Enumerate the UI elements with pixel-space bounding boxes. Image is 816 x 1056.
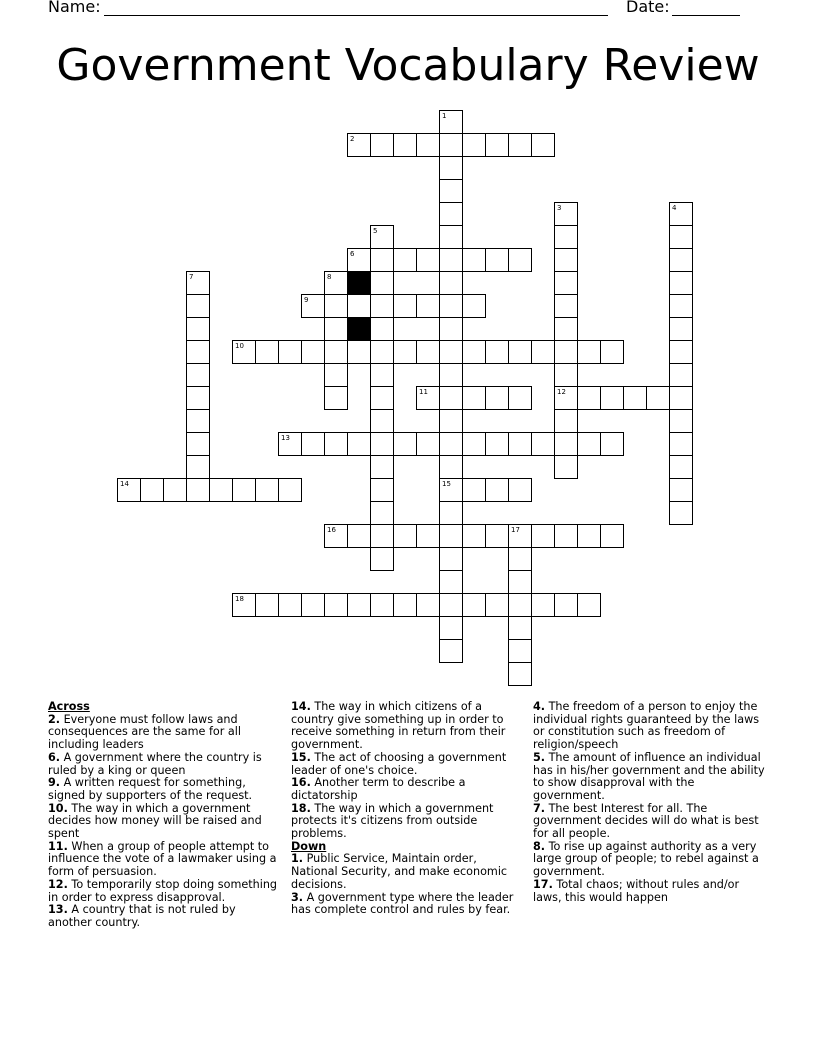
grid-cell[interactable] bbox=[347, 133, 371, 157]
clue-number: 15 bbox=[442, 480, 451, 488]
clue-item bbox=[48, 803, 282, 841]
down-heading: Down bbox=[291, 839, 327, 853]
grid-cell[interactable] bbox=[554, 386, 578, 410]
grid-cell[interactable] bbox=[554, 317, 578, 341]
grid-cell[interactable] bbox=[485, 386, 509, 410]
clues-column-1 bbox=[48, 701, 282, 930]
grid-cell[interactable] bbox=[462, 478, 486, 502]
grid-cell[interactable] bbox=[600, 386, 624, 410]
grid-cell[interactable] bbox=[232, 340, 256, 364]
grid-cell[interactable] bbox=[209, 478, 233, 502]
clue-number: 5 bbox=[373, 227, 378, 235]
grid-cell[interactable] bbox=[255, 593, 279, 617]
clue-item bbox=[48, 879, 282, 904]
grid-cell[interactable] bbox=[462, 432, 486, 456]
grid-cell[interactable] bbox=[439, 156, 463, 180]
grid-cell[interactable] bbox=[508, 524, 532, 548]
clue-text: The way in which a government decides how money will be raised and spent bbox=[48, 801, 262, 841]
clue-num: 11. bbox=[48, 839, 68, 853]
clue-item bbox=[48, 714, 282, 752]
clue-num: 2. bbox=[48, 712, 61, 726]
grid-cell[interactable] bbox=[393, 133, 417, 157]
grid-cell[interactable] bbox=[370, 547, 394, 571]
clue-num: 10. bbox=[48, 801, 68, 815]
grid-cell[interactable] bbox=[324, 432, 348, 456]
clue-number: 12 bbox=[557, 388, 566, 396]
grid-cell[interactable] bbox=[531, 593, 555, 617]
grid-cell[interactable] bbox=[600, 432, 624, 456]
grid-cell[interactable] bbox=[508, 616, 532, 640]
clue-number: 16 bbox=[327, 526, 336, 534]
clue-text: Everyone must follow laws and consequences are the same for all including leaders bbox=[48, 712, 241, 752]
grid-cell[interactable] bbox=[577, 432, 601, 456]
grid-cell[interactable] bbox=[577, 386, 601, 410]
grid-cell[interactable] bbox=[669, 340, 693, 364]
grid-cell[interactable] bbox=[439, 547, 463, 571]
grid-cell[interactable] bbox=[485, 248, 509, 272]
name-label: Name: bbox=[48, 0, 101, 16]
grid-cell[interactable] bbox=[393, 340, 417, 364]
date-label: Date: bbox=[626, 0, 670, 16]
grid-cell[interactable] bbox=[186, 478, 210, 502]
clue-item bbox=[533, 841, 767, 879]
grid-cell[interactable] bbox=[531, 524, 555, 548]
clue-text: When a group of people attempt to influence the vote of a lawmaker using a form of persuasion. bbox=[48, 839, 277, 879]
grid-cell[interactable] bbox=[485, 432, 509, 456]
clue-num: 18. bbox=[291, 801, 311, 815]
clue-text: A government where the country is ruled by a king or queen bbox=[48, 750, 262, 777]
clue-num: 15. bbox=[291, 750, 311, 764]
clue-item bbox=[48, 752, 282, 777]
clue-item bbox=[291, 777, 525, 802]
clue-text: A government type where the leader has complete control and rules by fear. bbox=[291, 890, 514, 917]
grid-cell[interactable] bbox=[370, 409, 394, 433]
grid-cell[interactable] bbox=[416, 593, 440, 617]
grid-cell[interactable] bbox=[370, 271, 394, 295]
grid-cell[interactable] bbox=[554, 225, 578, 249]
grid-cell[interactable] bbox=[324, 593, 348, 617]
grid-cell[interactable] bbox=[186, 432, 210, 456]
grid-cell[interactable] bbox=[554, 363, 578, 387]
grid-cell[interactable] bbox=[462, 524, 486, 548]
clue-number: 10 bbox=[235, 342, 244, 350]
grid-cell[interactable] bbox=[416, 133, 440, 157]
grid-cell[interactable] bbox=[347, 340, 371, 364]
grid-cell[interactable] bbox=[186, 386, 210, 410]
grid-cell[interactable] bbox=[393, 432, 417, 456]
grid-cell[interactable] bbox=[301, 593, 325, 617]
grid-cell[interactable] bbox=[370, 225, 394, 249]
grid-cell[interactable] bbox=[669, 455, 693, 479]
grid-cell[interactable] bbox=[324, 294, 348, 318]
clue-item bbox=[291, 892, 525, 917]
grid-cell[interactable] bbox=[232, 478, 256, 502]
grid-cell[interactable] bbox=[278, 593, 302, 617]
grid-cell[interactable] bbox=[669, 202, 693, 226]
grid-cell[interactable] bbox=[623, 386, 647, 410]
clue-number: 18 bbox=[235, 595, 244, 603]
grid-cell[interactable] bbox=[669, 432, 693, 456]
grid-cell[interactable] bbox=[439, 501, 463, 525]
grid-cell[interactable] bbox=[439, 340, 463, 364]
grid-cell[interactable] bbox=[186, 363, 210, 387]
grid-cell[interactable] bbox=[255, 478, 279, 502]
grid-cell[interactable] bbox=[508, 386, 532, 410]
clue-number: 11 bbox=[419, 388, 428, 396]
clue-item bbox=[291, 701, 525, 752]
grid-cell[interactable] bbox=[140, 478, 164, 502]
clue-number: 1 bbox=[442, 112, 447, 120]
grid-cell[interactable] bbox=[669, 409, 693, 433]
grid-cell[interactable] bbox=[439, 524, 463, 548]
grid-cell[interactable] bbox=[646, 386, 670, 410]
grid-cell[interactable] bbox=[370, 340, 394, 364]
clue-num: 16. bbox=[291, 776, 311, 790]
grid-cell[interactable] bbox=[462, 340, 486, 364]
clue-num: 1. bbox=[291, 852, 304, 866]
grid-cell[interactable] bbox=[370, 363, 394, 387]
clue-text: A written request for something, signed by supporters of the request. bbox=[48, 776, 253, 802]
clue-num: 9. bbox=[48, 776, 61, 790]
grid-cell[interactable] bbox=[508, 570, 532, 594]
grid-cell[interactable] bbox=[554, 455, 578, 479]
grid-cell[interactable] bbox=[485, 133, 509, 157]
grid-cell[interactable] bbox=[485, 340, 509, 364]
grid-cell[interactable] bbox=[370, 386, 394, 410]
grid-cell[interactable] bbox=[324, 524, 348, 548]
grid-cell[interactable] bbox=[531, 432, 555, 456]
grid-cell[interactable] bbox=[117, 478, 141, 502]
grid-cell[interactable] bbox=[324, 386, 348, 410]
grid-cell[interactable] bbox=[508, 593, 532, 617]
clue-text: The way in which citizens of a country give something up in order to receive something in return from their government. bbox=[291, 700, 506, 752]
grid-cell[interactable] bbox=[508, 478, 532, 502]
grid-cell[interactable] bbox=[393, 524, 417, 548]
grid-cell[interactable] bbox=[669, 271, 693, 295]
clue-item bbox=[533, 803, 767, 841]
clue-text: Total chaos; without rules and/or laws, this would happen bbox=[533, 877, 740, 904]
clue-item bbox=[48, 841, 282, 879]
clue-number: 17 bbox=[511, 526, 520, 534]
grid-cell[interactable] bbox=[324, 271, 348, 295]
clue-number: 9 bbox=[304, 296, 309, 304]
grid-cell[interactable] bbox=[554, 409, 578, 433]
grid-cell[interactable] bbox=[508, 662, 532, 686]
grid-cell[interactable] bbox=[347, 294, 371, 318]
clue-item bbox=[48, 904, 282, 929]
grid-cell[interactable] bbox=[278, 478, 302, 502]
clue-number: 7 bbox=[189, 273, 194, 281]
grid-cell[interactable] bbox=[462, 386, 486, 410]
grid-cell[interactable] bbox=[324, 317, 348, 341]
grid-cell[interactable] bbox=[301, 432, 325, 456]
grid-cell[interactable] bbox=[370, 133, 394, 157]
grid-cell[interactable] bbox=[554, 248, 578, 272]
clue-num: 3. bbox=[291, 890, 304, 904]
grid-cell[interactable] bbox=[439, 570, 463, 594]
grid-cell[interactable] bbox=[324, 363, 348, 387]
grid-cell[interactable] bbox=[439, 179, 463, 203]
grid-cell[interactable] bbox=[439, 248, 463, 272]
grid-cell[interactable] bbox=[186, 455, 210, 479]
grid-cell[interactable] bbox=[186, 409, 210, 433]
grid-cell[interactable] bbox=[554, 202, 578, 226]
clue-text: The best Interest for all. The government decides will do what is best for all people. bbox=[533, 801, 759, 841]
grid-cell[interactable] bbox=[669, 248, 693, 272]
grid-cell[interactable] bbox=[416, 524, 440, 548]
grid-cell[interactable] bbox=[370, 455, 394, 479]
clue-text: Another term to describe a dictatorship bbox=[291, 776, 466, 802]
grid-cell[interactable] bbox=[462, 593, 486, 617]
clue-num: 8. bbox=[533, 839, 546, 853]
grid-cell[interactable] bbox=[554, 593, 578, 617]
clues-column-2 bbox=[291, 701, 525, 917]
grid-cell[interactable] bbox=[577, 524, 601, 548]
grid-cell[interactable] bbox=[485, 478, 509, 502]
grid-cell[interactable] bbox=[669, 386, 693, 410]
grid-cell[interactable] bbox=[508, 432, 532, 456]
grid-cell[interactable] bbox=[347, 248, 371, 272]
grid-cell[interactable] bbox=[186, 340, 210, 364]
grid-cell[interactable] bbox=[554, 294, 578, 318]
clue-number: 13 bbox=[281, 434, 290, 442]
grid-cell[interactable] bbox=[508, 248, 532, 272]
grid-cell[interactable] bbox=[439, 202, 463, 226]
grid-cell[interactable] bbox=[669, 317, 693, 341]
grid-cell[interactable] bbox=[485, 524, 509, 548]
grid-cell[interactable] bbox=[554, 340, 578, 364]
grid-cell[interactable] bbox=[416, 432, 440, 456]
clue-item bbox=[48, 777, 282, 802]
grid-cell[interactable] bbox=[186, 294, 210, 318]
grid-cell[interactable] bbox=[462, 133, 486, 157]
grid-cell[interactable] bbox=[232, 593, 256, 617]
grid-cell[interactable] bbox=[531, 340, 555, 364]
grid-cell[interactable] bbox=[439, 386, 463, 410]
grid-cell[interactable] bbox=[439, 110, 463, 134]
clue-number: 14 bbox=[120, 480, 129, 488]
clue-text: The act of choosing a government leader of one's choice. bbox=[291, 750, 507, 777]
grid-cell[interactable] bbox=[370, 248, 394, 272]
grid-cell[interactable] bbox=[439, 271, 463, 295]
clue-num: 5. bbox=[533, 750, 546, 764]
clue-num: 14. bbox=[291, 700, 311, 713]
grid-cell[interactable] bbox=[531, 133, 555, 157]
grid-cell[interactable] bbox=[439, 133, 463, 157]
grid-cell[interactable] bbox=[508, 547, 532, 571]
grid-cell[interactable] bbox=[600, 340, 624, 364]
grid-cell[interactable] bbox=[370, 432, 394, 456]
grid-cell[interactable] bbox=[669, 294, 693, 318]
clue-number: 3 bbox=[557, 204, 562, 212]
grid-cell[interactable] bbox=[278, 432, 302, 456]
grid-cell[interactable] bbox=[439, 593, 463, 617]
grid-cell[interactable] bbox=[324, 340, 348, 364]
grid-cell[interactable] bbox=[370, 317, 394, 341]
grid-cell[interactable] bbox=[370, 593, 394, 617]
grid-cell[interactable] bbox=[370, 478, 394, 502]
clue-num: 7. bbox=[533, 801, 546, 815]
page-title: Government Vocabulary Review bbox=[56, 40, 760, 91]
grid-cell[interactable] bbox=[416, 340, 440, 364]
grid-cell[interactable] bbox=[439, 294, 463, 318]
grid-cell[interactable] bbox=[669, 225, 693, 249]
clue-item bbox=[291, 853, 525, 891]
clue-item bbox=[291, 803, 525, 841]
across-heading: Across bbox=[48, 700, 90, 713]
clue-num: 17. bbox=[533, 877, 553, 891]
grid-cell[interactable] bbox=[508, 133, 532, 157]
grid-cell[interactable] bbox=[393, 248, 417, 272]
clue-num: 13. bbox=[48, 903, 68, 917]
grid-cell[interactable] bbox=[439, 616, 463, 640]
grid-cell[interactable] bbox=[416, 386, 440, 410]
grid-cell[interactable] bbox=[577, 340, 601, 364]
grid-cell[interactable] bbox=[278, 340, 302, 364]
grid-cell[interactable] bbox=[554, 271, 578, 295]
clue-number: 6 bbox=[350, 250, 355, 258]
grid-cell[interactable] bbox=[301, 340, 325, 364]
grid-cell[interactable] bbox=[508, 639, 532, 663]
clues-column-3 bbox=[533, 701, 767, 904]
clue-text: The freedom of a person to enjoy the individual rights guaranteed by the laws or constitution such as freedom of religion/speech bbox=[533, 700, 760, 752]
grid-cell[interactable] bbox=[393, 593, 417, 617]
grid-cell[interactable] bbox=[393, 294, 417, 318]
grid-cell[interactable] bbox=[370, 501, 394, 525]
grid-cell[interactable] bbox=[669, 501, 693, 525]
grid-cell[interactable] bbox=[347, 593, 371, 617]
clue-text: A country that is not ruled by another country. bbox=[48, 903, 236, 929]
clue-number: 4 bbox=[672, 204, 677, 212]
clue-text: To temporarily stop doing something in order to express disapproval. bbox=[48, 877, 278, 904]
grid-cell[interactable] bbox=[439, 409, 463, 433]
clue-text: To rise up against authority as a very large group of people; to rebel against a government. bbox=[533, 839, 759, 879]
grid-cell[interactable] bbox=[347, 432, 371, 456]
grid-cell[interactable] bbox=[186, 271, 210, 295]
grid-cell[interactable] bbox=[439, 225, 463, 249]
grid-cell[interactable] bbox=[577, 593, 601, 617]
clue-num: 6. bbox=[48, 750, 61, 764]
clue-item bbox=[533, 879, 767, 904]
grid-cell[interactable] bbox=[485, 593, 509, 617]
grid-cell[interactable] bbox=[186, 317, 210, 341]
clue-num: 12. bbox=[48, 877, 68, 891]
grid-cell[interactable] bbox=[462, 248, 486, 272]
grid-cell[interactable] bbox=[163, 478, 187, 502]
grid-cell[interactable] bbox=[462, 294, 486, 318]
grid-cell[interactable] bbox=[439, 363, 463, 387]
grid-cell[interactable] bbox=[669, 478, 693, 502]
black-cell bbox=[347, 317, 371, 341]
grid-cell[interactable] bbox=[600, 524, 624, 548]
grid-cell[interactable] bbox=[370, 524, 394, 548]
grid-cell[interactable] bbox=[301, 294, 325, 318]
grid-cell[interactable] bbox=[554, 432, 578, 456]
clue-text: The way in which a government protects it's citizens from outside problems. bbox=[291, 801, 494, 841]
grid-cell[interactable] bbox=[439, 455, 463, 479]
clue-number: 2 bbox=[350, 135, 355, 143]
clue-num: 4. bbox=[533, 700, 546, 713]
black-cell bbox=[347, 271, 371, 295]
grid-cell[interactable] bbox=[439, 639, 463, 663]
grid-cell[interactable] bbox=[439, 317, 463, 341]
grid-cell[interactable] bbox=[508, 340, 532, 364]
grid-cell[interactable] bbox=[416, 248, 440, 272]
grid-cell[interactable] bbox=[416, 294, 440, 318]
clue-text: Public Service, Maintain order, National Security, and make economic decisions. bbox=[291, 852, 508, 891]
clue-item bbox=[533, 752, 767, 803]
clue-item bbox=[291, 752, 525, 777]
clue-text: The amount of influence an individual has in his/her government and the ability to show disapproval with the government. bbox=[533, 750, 765, 802]
clue-number: 8 bbox=[327, 273, 332, 281]
grid-cell[interactable] bbox=[370, 294, 394, 318]
grid-cell[interactable] bbox=[439, 432, 463, 456]
grid-cell[interactable] bbox=[347, 524, 371, 548]
grid-cell[interactable] bbox=[255, 340, 279, 364]
clue-item bbox=[533, 701, 767, 752]
grid-cell[interactable] bbox=[669, 363, 693, 387]
grid-cell[interactable] bbox=[554, 524, 578, 548]
grid-cell[interactable] bbox=[439, 478, 463, 502]
